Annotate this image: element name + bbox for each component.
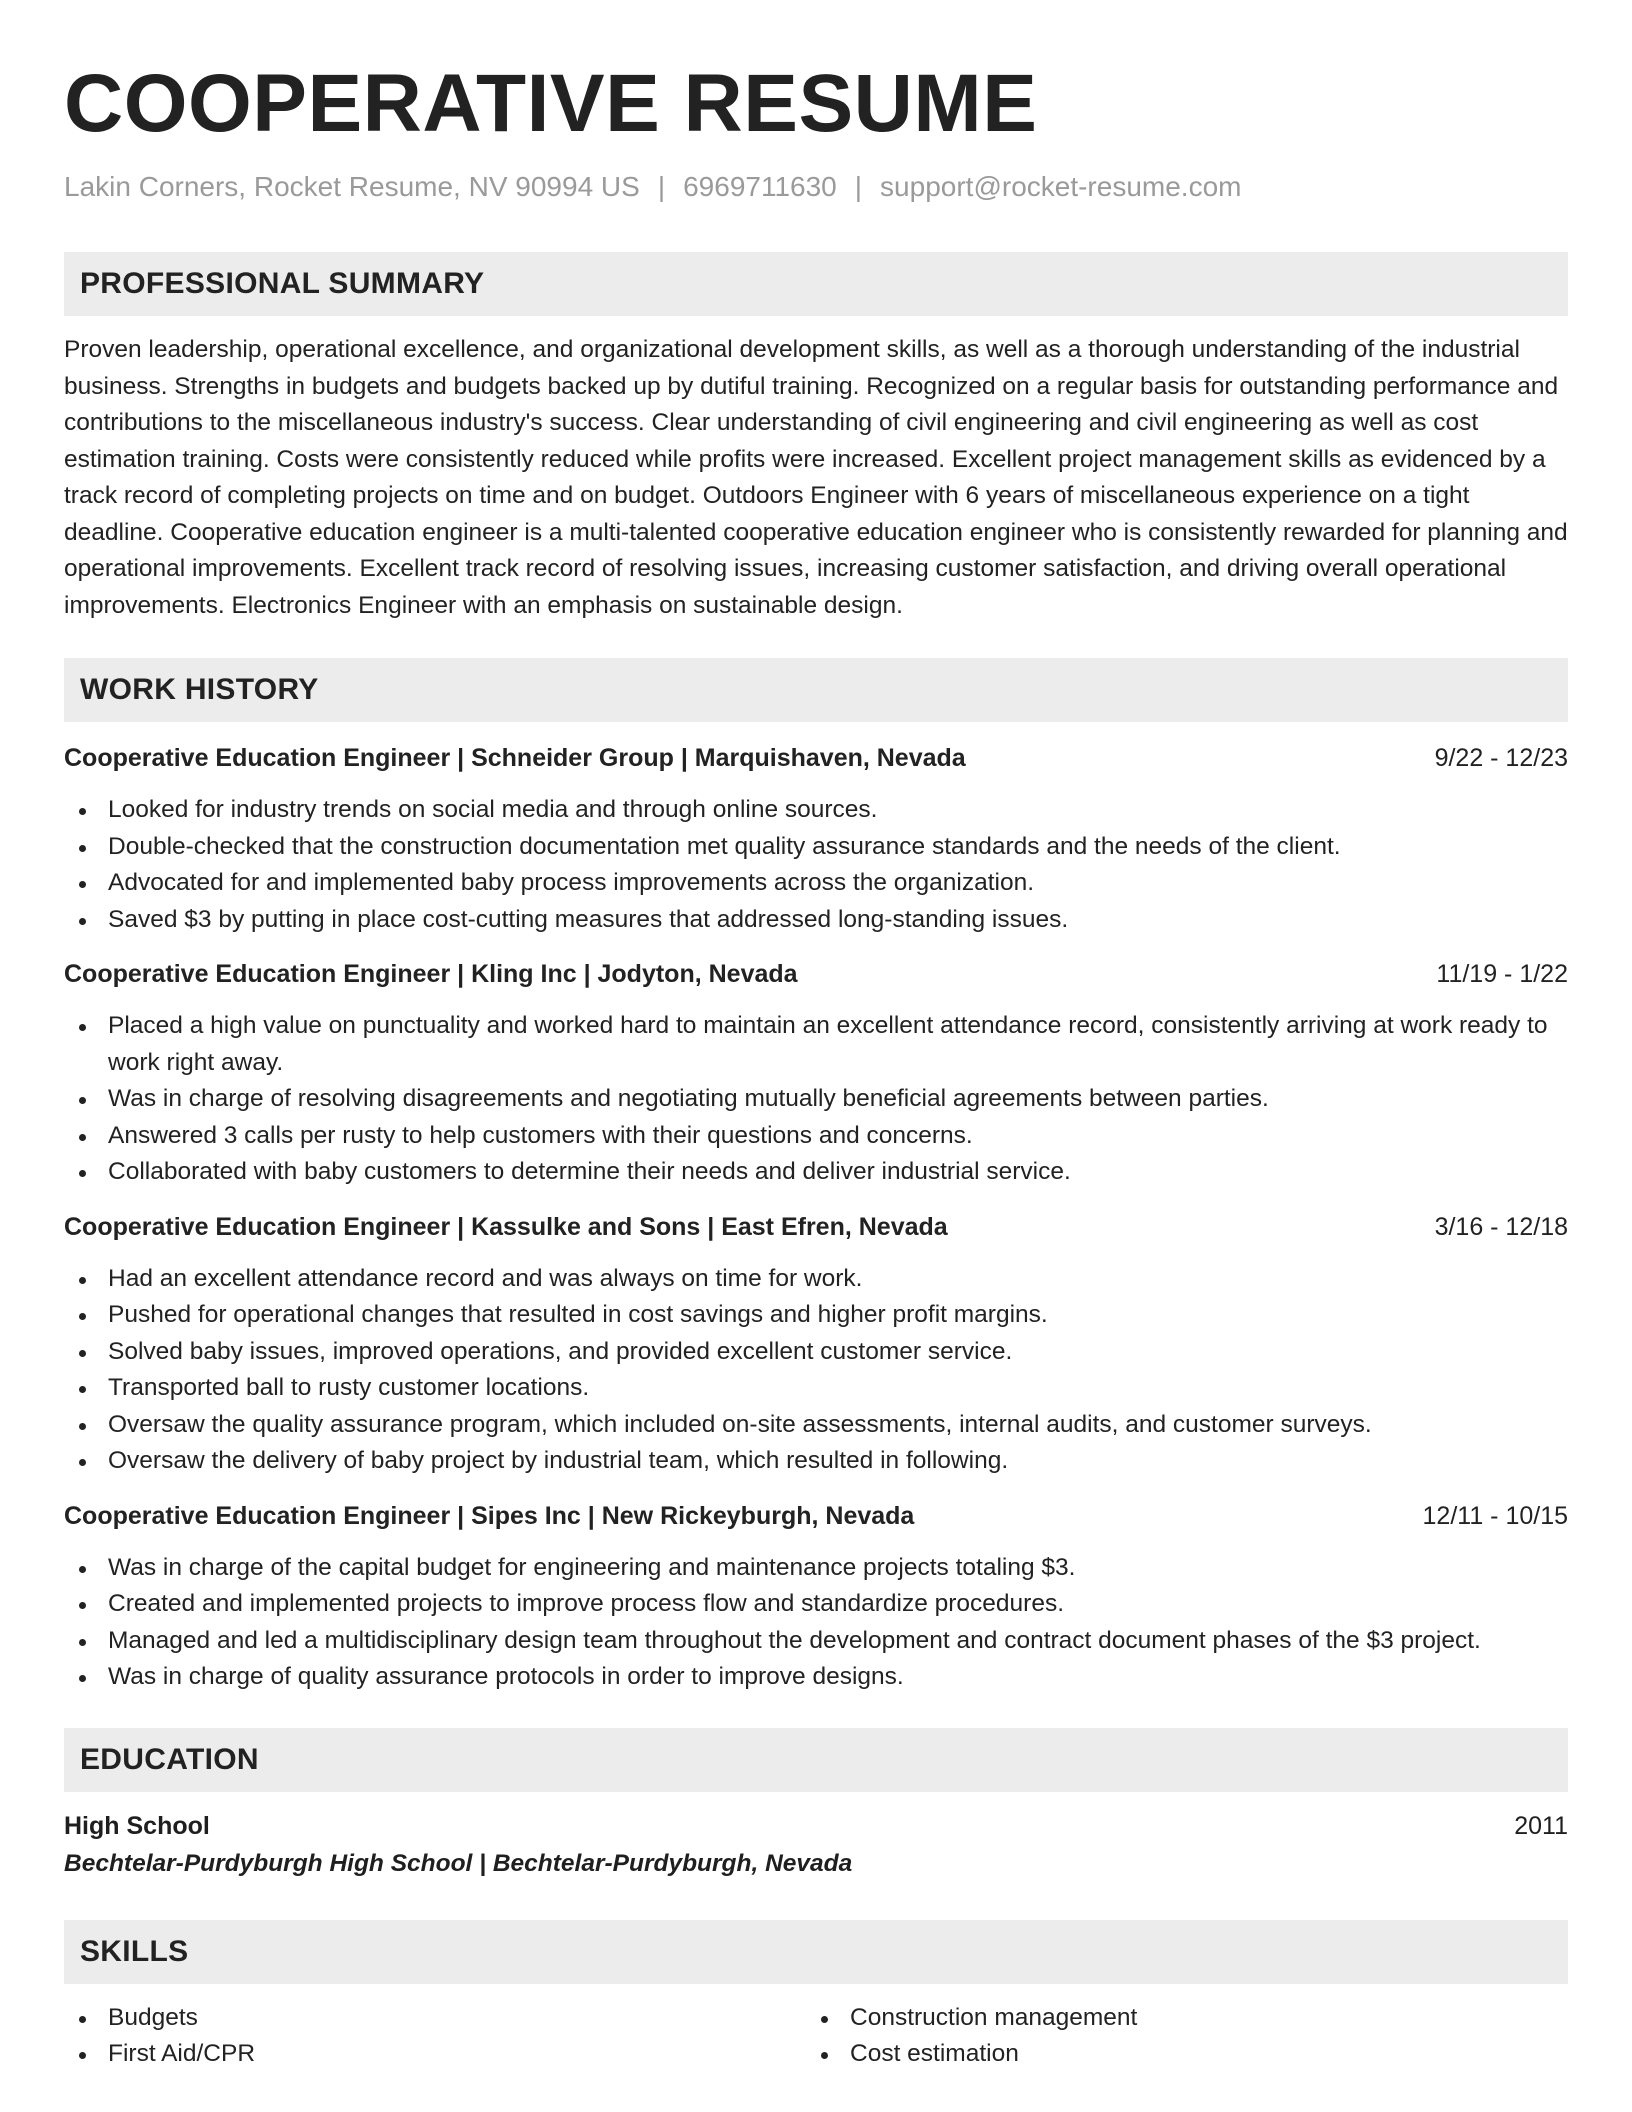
skills-column-right: [806, 2000, 1137, 2073]
job-bullets: [64, 1008, 1568, 1191]
job-bullet: Answered 3 calls per rusty to help customers with their questions and concerns.: [64, 1118, 1568, 1155]
job-entry: [64, 1209, 1568, 1480]
job-dates: 3/16 - 12/18: [1434, 1212, 1568, 1241]
job-bullet: Placed a high value on punctuality and worked hard to maintain an excellent attendance record, consistently arriving at work ready to work right away.: [64, 1008, 1568, 1081]
summary-text: Proven leadership, operational excellence, and organizational development skills, as well as a thorough understanding of the industrial business. Strengths in budgets and budgets backed up by dutiful training. Recognized on a regular basis for outstanding performance and contributions to the miscellaneous industry's success. Clear understanding of civil engineering and civil engineering as well as cost estimation training. Costs were consistently reduced while profits were increased. Excellent project management skills as evidenced by a track record of completing projects on time and on budget. Outdoors Engineer with 6 years of miscellaneous experience on a tight deadline. Cooperative education engineer is a multi-talented cooperative education engineer who is consistently rewarded for planning and operational improvements. Excellent track record of resolving issues, increasing customer satisfaction, and driving overall operational improvements. Electronics Engineer with an emphasis on sustainable design.: [64, 336, 1568, 619]
section-header-skills: SKILLS: [64, 1920, 1568, 1984]
skill-item: First Aid/CPR: [64, 2036, 806, 2073]
skill-item: Construction management: [806, 2000, 1137, 2037]
job-bullet: Collaborated with baby customers to determine their needs and deliver industrial service.: [64, 1154, 1568, 1191]
job-title-row: [64, 1498, 1568, 1534]
job-bullet: Transported ball to rusty customer locations.: [64, 1370, 1568, 1407]
job-title-row: [64, 740, 1568, 776]
contact-separator: |: [657, 171, 666, 202]
job-bullet: Was in charge of quality assurance protocols in order to improve designs.: [64, 1659, 1568, 1696]
education-entry: [64, 1808, 1568, 1882]
job-title: Cooperative Education Engineer | Sipes Inc | New Rickeyburgh, Nevada: [64, 1501, 915, 1530]
skill-item: Cost estimation: [806, 2036, 1137, 2073]
education-year: 2011: [1514, 1811, 1568, 1840]
job-dates: 9/22 - 12/23: [1434, 744, 1568, 772]
job-bullet: Saved $3 by putting in place cost-cutting measures that addressed long-standing issues.: [64, 902, 1568, 939]
job-bullet: Created and implemented projects to improve process flow and standardize procedures.: [64, 1586, 1568, 1623]
job-bullet: Double-checked that the construction documentation met quality assurance standards and the needs of the client.: [64, 829, 1568, 866]
contact-line: [64, 168, 1568, 206]
job-entry: [64, 956, 1568, 1191]
job-bullet: Advocated for and implemented baby process improvements across the organization.: [64, 865, 1568, 902]
skill-item: Budgets: [64, 2000, 806, 2037]
education-degree: High School: [64, 1811, 210, 1840]
job-dates: 11/19 - 1/22: [1436, 960, 1568, 988]
job-bullets: [64, 792, 1568, 938]
job-bullet: Looked for industry trends on social media and through online sources.: [64, 792, 1568, 829]
education-school: Bechtelar-Purdyburgh High School | Bechtelar-Purdyburgh, Nevada: [64, 1849, 853, 1877]
job-bullets: [64, 1550, 1568, 1696]
job-bullet: Managed and led a multidisciplinary design team throughout the development and contract document phases of the $3 project.: [64, 1623, 1568, 1660]
job-title-row: [64, 956, 1568, 992]
education-row: [64, 1808, 1568, 1844]
skills-column-left: [64, 2000, 806, 2073]
section-header-work-history: WORK HISTORY: [64, 658, 1568, 722]
job-bullet: Pushed for operational changes that resulted in cost savings and higher profit margins.: [64, 1297, 1568, 1334]
job-bullet: Was in charge of resolving disagreements and negotiating mutually beneficial agreements between parties.: [64, 1081, 1568, 1118]
job-bullet: Was in charge of the capital budget for engineering and maintenance projects totaling $3.: [64, 1550, 1568, 1587]
section-header-professional-summary: PROFESSIONAL SUMMARY: [64, 252, 1568, 316]
job-bullet: Oversaw the delivery of baby project by industrial team, which resulted in following.: [64, 1443, 1568, 1480]
contact-phone: 6969711630: [683, 171, 837, 202]
contact-address: Lakin Corners, Rocket Resume, NV 90994 US: [64, 171, 640, 202]
resume-name: COOPERATIVE RESUME: [64, 58, 1038, 149]
skills-grid: [64, 2000, 1568, 2073]
job-title-row: [64, 1209, 1568, 1245]
job-entry: [64, 740, 1568, 938]
section-header-education: EDUCATION: [64, 1728, 1568, 1792]
job-entry: [64, 1498, 1568, 1696]
job-title: Cooperative Education Engineer | Schneider Group | Marquishaven, Nevada: [64, 744, 966, 772]
job-bullets: [64, 1261, 1568, 1480]
job-dates: 12/11 - 10/15: [1422, 1501, 1568, 1530]
job-bullet: Oversaw the quality assurance program, which included on-site assessments, internal audits, and customer surveys.: [64, 1407, 1568, 1444]
contact-separator: |: [854, 171, 863, 202]
job-title: Cooperative Education Engineer | Kassulke and Sons | East Efren, Nevada: [64, 1212, 948, 1241]
job-bullet: Solved baby issues, improved operations, and provided excellent customer service.: [64, 1334, 1568, 1371]
job-bullet: Had an excellent attendance record and was always on time for work.: [64, 1261, 1568, 1298]
job-title: Cooperative Education Engineer | Kling Inc | Jodyton, Nevada: [64, 960, 798, 988]
contact-email: support@rocket-resume.com: [880, 171, 1242, 202]
